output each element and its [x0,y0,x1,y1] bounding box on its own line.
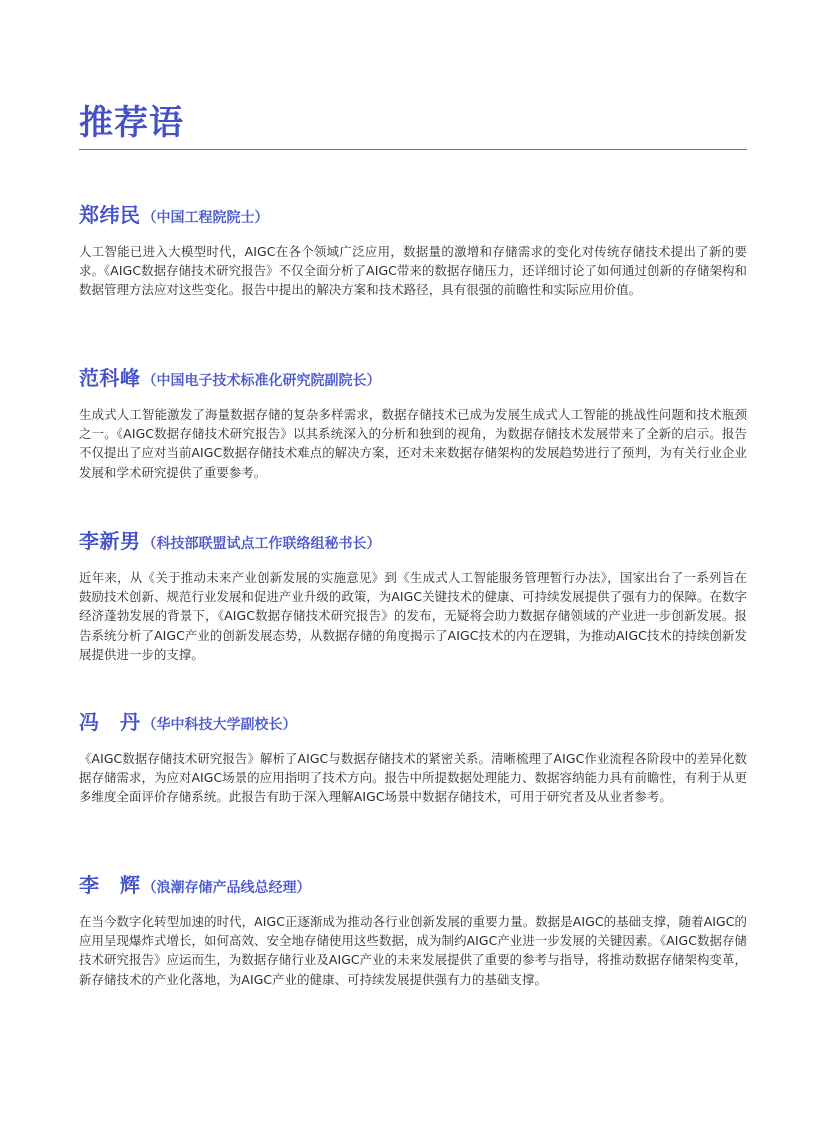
section-heading [79,526,747,558]
person-affiliation: （华中科技大学副校长） [142,717,297,733]
recommendation-text: 生成式人工智能激发了海量数据存储的复杂多样需求，数据存储技术已成为发展生成式人工智能的挑战性问题和技术瓶颈之一。《AIGC数据存储技术研究报告》以其系统深入的分析和独到的视角，为数据存储技术发展带来了全新的启示。报告不仅提出了应对当前AIGC数据存储技术难点的解决方案，还对未来数据存储架构的发展趋势进行了预判，为有关行业企业发展和学术研究提供了重要参考。 [79,407,747,480]
page-title: 推荐语 [79,103,184,143]
recommendation-section [79,200,747,300]
recommendation-text: 近年来，从《关于推动未来产业创新发展的实施意见》到《生成式人工智能服务管理暂行办法》，国家出台了一系列旨在鼓励技术创新、规范行业发展和促进产业升级的政策，为AIGC关键技术的健康、可持续发展提供了强有力的保障。在数字经济蓬勃发展的背景下，《AIGC数据存储技术研究报告》的发布，无疑将会助力数据存储领域的产业进一步创新发展。报告系统分析了AIGC产业的创新发展态势，从数据存储的角度揭示了AIGC技术的内在逻辑，为推动AIGC技术的持续创新发展提供进一步的支撑。 [79,570,747,662]
recommendation-section [79,363,747,482]
person-name: 冯 丹 [79,710,141,734]
person-affiliation: （科技部联盟试点工作联络组秘书长） [142,536,381,552]
person-name: 郑纬民 [79,203,141,227]
person-name: 李 辉 [79,873,141,897]
section-heading [79,870,747,902]
section-heading [79,363,747,395]
person-name: 范科峰 [79,366,141,390]
recommendation-text: 《AIGC数据存储技术研究报告》解析了AIGC与数据存储技术的紧密关系。清晰梳理了AIGC作业流程各阶段中的差异化数据存储需求，为应对AIGC场景的应用指明了技术方向。报告中所提数据处理能力、数据容纳能力具有前瞻性，有利于从更多维度全面评价存储系统。此报告有助于深入理解AIGC场景中数据存储技术，可用于研究者及从业者参考。 [79,751,747,805]
recommendation-section [79,707,747,807]
person-name: 李新男 [79,529,141,553]
recommendation-text: 人工智能已进入大模型时代，AIGC在各个领域广泛应用，数据量的激增和存储需求的变化对传统存储技术提出了新的要求。《AIGC数据存储技术研究报告》不仅全面分析了AIGC带来的数据存储压力，还详细讨论了如何通过创新的存储架构和数据管理方法应对这些变化。报告中提出的解决方案和技术路径，具有很强的前瞻性和实际应用价值。 [79,244,747,298]
recommendation-section [79,870,747,989]
person-affiliation: （中国工程院院士） [142,210,269,226]
person-affiliation: （中国电子技术标准化研究院副院长） [142,373,381,389]
person-affiliation: （浪潮存储产品线总经理） [142,880,311,896]
section-heading [79,707,747,739]
title-divider [79,149,747,150]
recommendation-text: 在当今数字化转型加速的时代，AIGC正逐渐成为推动各行业创新发展的重要力量。数据是AIGC的基础支撑，随着AIGC的应用呈现爆炸式增长，如何高效、安全地存储使用这些数据，成为制约AIGC产业进一步发展的关键因素。《AIGC数据存储技术研究报告》应运而生，为数据存储行业及AIGC产业的未来发展提供了重要的参考与指导，将推动数据存储架构变革，新存储技术的产业化落地，为AIGC产业的健康、可持续发展提供强有力的基础支撑。 [79,914,747,987]
recommendation-section [79,526,747,664]
section-heading [79,200,747,232]
